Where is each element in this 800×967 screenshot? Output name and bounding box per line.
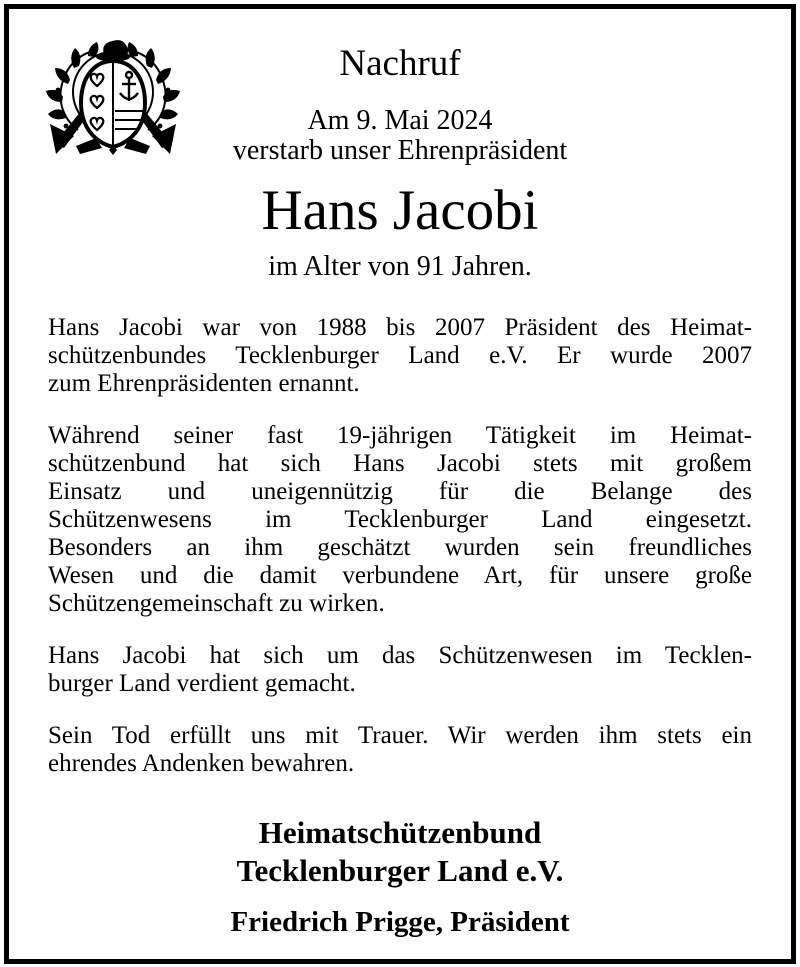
paragraph-line: burger Land verdient gemacht. xyxy=(48,670,356,697)
paragraph-line: Hans Jacobi war von 1988 bis 2007 Präsident des Heimat- xyxy=(48,314,752,341)
organization-line: Tecklenburger Land e.V. xyxy=(236,853,564,888)
paragraph-line: Hans Jacobi hat sich um das Schützenwesen im Tecklen- xyxy=(48,642,752,669)
shooting-club-emblem-icon xyxy=(46,40,180,160)
paragraph-line: zum Ehrenpräsidenten ernannt. xyxy=(48,370,360,397)
obituary-text xyxy=(48,314,752,778)
organization-line: Heimatschützenbund xyxy=(258,815,542,850)
coat-of-arms-emblem xyxy=(46,40,180,160)
paragraph xyxy=(48,422,752,618)
paragraph xyxy=(48,314,752,398)
intro-line: verstarb unser Ehrenpräsident xyxy=(232,135,568,166)
paragraph xyxy=(48,722,752,778)
notice-title: Nachruf xyxy=(339,43,461,84)
paragraph-line: schützenbund hat sich Hans Jacobi stets mit großem xyxy=(48,450,752,477)
paragraph-line: Während seiner fast 19-jährigen Tätigkeit im Heimat- xyxy=(48,422,752,449)
organization-name xyxy=(0,814,800,890)
death-date-line: Am 9. Mai 2024 xyxy=(307,105,493,136)
paragraph-line: schützenbundes Tecklenburger Land e.V. Er wurde 2007 xyxy=(48,342,752,369)
paragraph-line: Einsatz und uneigennützig für die Belange des xyxy=(48,478,752,505)
paragraph-line: Sein Tod erfüllt uns mit Trauer. Wir werden ihm stets ein xyxy=(48,722,752,749)
signature-line: Friedrich Prigge, Präsident xyxy=(230,906,570,938)
paragraph-line: Wesen und die damit verbundene Art, für unsere große xyxy=(48,562,752,589)
deceased-name: Hans Jacobi xyxy=(261,179,539,242)
marksman-hat-icon xyxy=(96,40,130,61)
paragraph-line: Besonders an ihm geschätzt wurden sein freundliches xyxy=(48,534,752,561)
paragraph xyxy=(48,642,752,698)
age-line: im Alter von 91 Jahren. xyxy=(268,251,532,282)
paragraph-line: Schützenwesens im Tecklenburger Land eingesetzt. xyxy=(48,506,752,533)
paragraph-line: Schützengemeinschaft zu wirken. xyxy=(48,590,385,617)
paragraph-line: ehrendes Andenken bewahren. xyxy=(48,750,355,777)
